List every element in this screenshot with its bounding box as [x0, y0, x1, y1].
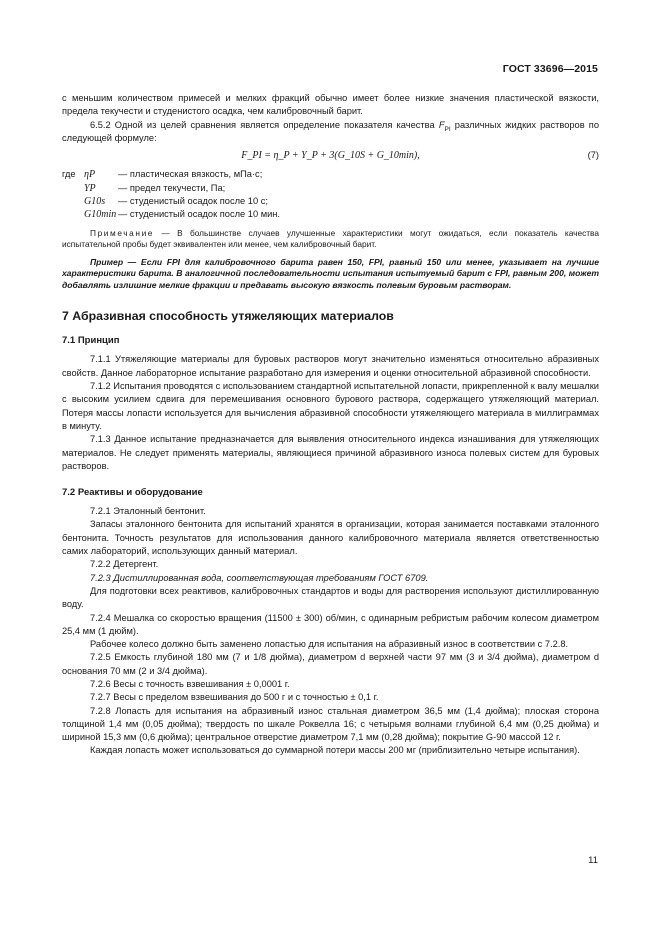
paragraph-7-1-3: 7.1.3 Данное испытание предназначается для выявления относительного индекса изнашивания для утяжеляющих материалов. Не следует применять материалы, являющиеся причиной абразивного износа полевых систем для буровых растворов. — [62, 434, 599, 471]
page-body — [62, 92, 599, 758]
paragraph: Рабочее колесо должно быть заменено лопастью для испытания на абразивный износ в соответствии с 7.2.8. — [90, 639, 569, 650]
paragraph-7-2-7: 7.2.7 Весы с пределом взвешивания до 500 г и с точностью ± 0,1 г. — [90, 692, 379, 703]
paragraph: Запасы эталонного бентонита для испытаний хранятся в организации, которая занимается поставками эталонного бентонита. Точность результатов для использования данного калибровочного материала является ответственностью самих лабораторий, использующих данный материал. — [62, 519, 599, 557]
definition-symbol: YP — [84, 182, 96, 194]
paragraph-7-2-3: 7.2.3 Дистиллированная вода, соответствующая требованиям ГОСТ 6709. — [90, 572, 429, 583]
paragraph-6-5-2: 6.5.2 Одной из целей сравнения является определение показателя качества $F_{PI}$ различных жидких растворов по следующей формуле: — [62, 119, 599, 143]
definitions-list — [62, 168, 599, 221]
formula-expression: F_PI = η_P + Y_P + 3(G_10S + G_10min), — [241, 150, 420, 162]
definition-symbol: ηP — [84, 169, 96, 181]
paragraph-7-2-4: 7.2.4 Мешалка со скоростью вращения (11500 ± 300) об/мин, с одинарным ребристым рабочим колесом диаметром 25,4 мм (1 дюйм). — [62, 612, 599, 636]
paragraph: с меньшим количеством примесей и мелких фракций обычно имеет более низкие значения пластической вязкости, предела текучести и студенистого осадка, чем калибровочный барит. — [62, 93, 599, 117]
paragraph-7-2-8: 7.2.8 Лопасть для испытания на абразивный износ стальная диаметром 36,5 мм (1,4 дюйма); плоская сторона толщиной 1,4 мм (0,05 дюйма); твердость по шкале Роквелла 16; с четырьмя волнами глубиной 6,4 мм (0,25 дюйма) и шириной 15,3 мм (0,6 дюйма); центральное отверстие диаметром 7,1 мм (0,28 дюйма); покрытие G-90 массой 12 г. — [62, 705, 599, 743]
subsection-7-1-title: 7.1 Принцип — [62, 335, 120, 347]
paragraph-7-2-5: 7.2.5 Емкость глубиной 180 мм (7 и 1/8 дюйма), диаметром d верхней части 97 мм (3 и 3/4 дюйма), диаметром d основания 70 мм (2 и 3/4 дюйма). — [62, 652, 599, 676]
section-7-title: 7 Абразивная способность утяжеляющих материалов — [62, 309, 394, 324]
note-label: Примечание — [90, 227, 155, 238]
paragraph-7-2-1: 7.2.1 Эталонный бентонит. — [90, 506, 206, 517]
paragraph: Для подготовки всех реактивов, калибровочных стандартов и воды для растворения используют дистиллированную воду. — [62, 585, 599, 610]
note-text: — В большинстве случаев улучшенные характеристики могут ожидаться, если показатель качества испытательной пробы будет эквивалентен или менее, чем калибровочный барит. — [62, 227, 599, 250]
paragraph-7-1-2: 7.1.2 Испытания проводятся с использованием стандартной испытательной лопасти, прикрепленной к валу мешалки с высоким усилием сдвига для перемешивания основного бурового раствора, содержащего утяжеляющий материал. Потеря массы лопасти используется для вычисления абразивной способности утяжеляющего материала в миллиграммах в минуту. — [62, 381, 599, 431]
where-label: где — [62, 169, 76, 180]
example: Пример — Если FPI для калибровочного барита равен 150, FPI, равный 150 или менее, указывает на лучшие характеристики барита. В аналогичной последовательности испытания испытуемый барит с FPI, равным 200, может добавлять излишние мелкие фракции и предавать высокую вязкость полевым буровым растворам. — [62, 256, 599, 290]
paragraph-7-2-6: 7.2.6 Весы с точность взвешивания ± 0,0001 г. — [90, 678, 290, 689]
note — [62, 228, 599, 251]
definition-row — [62, 168, 599, 181]
paragraph: Каждая лопасть может использоваться до суммарной потери массы 200 мг (приблизительно четыре испытания). — [90, 745, 580, 756]
definition-row — [62, 208, 599, 221]
definition-text: — студенистый осадок после 10 мин. — [118, 209, 281, 220]
definition-text: — студенистый осадок после 10 с; — [118, 196, 268, 207]
definition-row — [62, 182, 599, 195]
definition-row — [62, 195, 599, 208]
subsection-7-2-title: 7.2 Реактивы и оборудование — [62, 487, 203, 499]
formula-7 — [62, 149, 599, 162]
definition-symbol: G10min — [84, 209, 117, 221]
standard-header: ГОСТ 33696—2015 — [502, 63, 598, 75]
definition-text: — пластическая вязкость, мПа·с; — [118, 169, 263, 180]
page-number: 11 — [588, 855, 598, 866]
formula-number: (7) — [587, 150, 599, 161]
paragraph-7-2-2: 7.2.2 Детергент. — [90, 559, 159, 570]
definition-text: — предел текучести, Па; — [118, 182, 226, 193]
paragraph-7-1-1: 7.1.1 Утяжеляющие материалы для буровых растворов могут значительно изменяться относительно абразивных свойств. Данное лабораторное испытание разработано для измерения и оценки относительной абразивной способности. — [62, 354, 599, 378]
definition-symbol: G10s — [84, 196, 106, 208]
